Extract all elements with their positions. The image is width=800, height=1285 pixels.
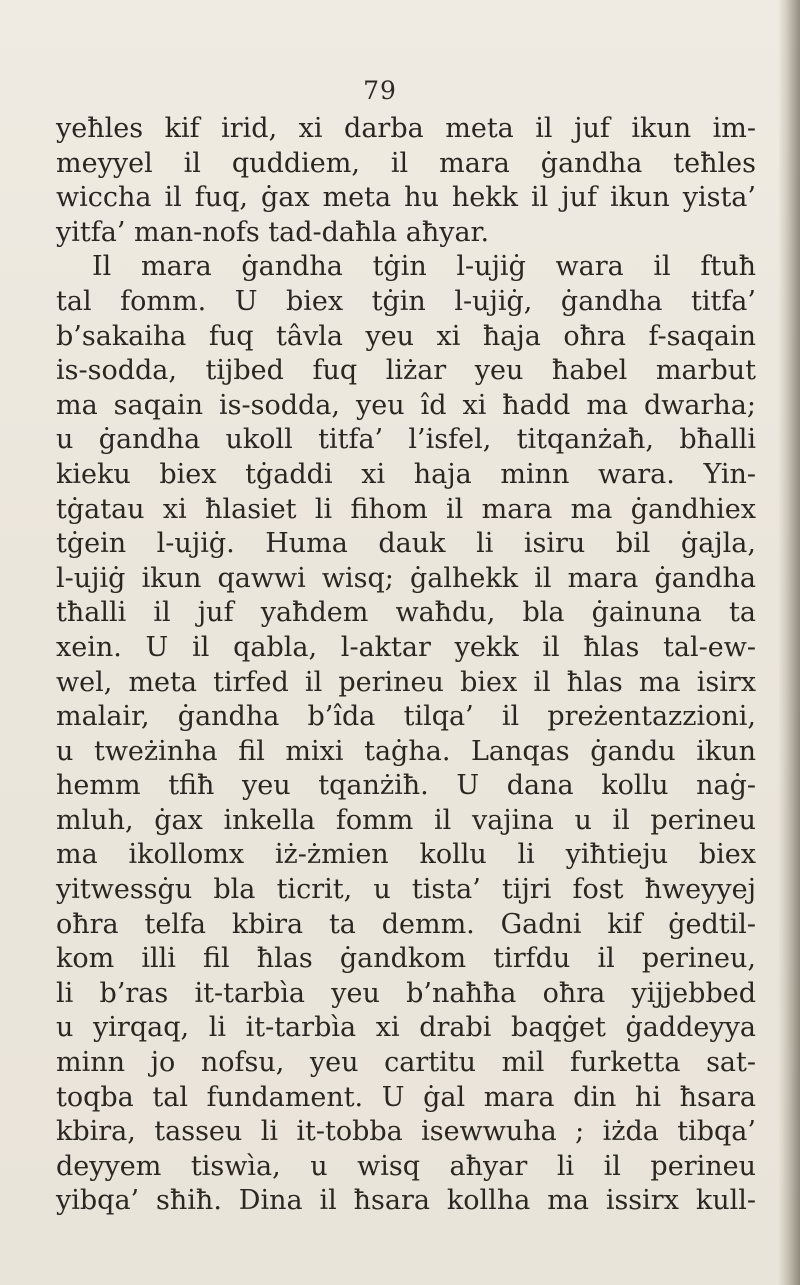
text-line: wel, meta tirfed il perineu biex il ħlas ma isirx <box>56 666 756 698</box>
text-line: tħalli il juf yaħdem waħdu, bla ġainuna ta <box>56 597 756 629</box>
text-line: u tweżinha fil mixi taġha. Lanqas ġandu ikun <box>56 735 756 767</box>
text-line: deyyem tiswìa, u wisq aħyar li il perineu <box>56 1150 756 1182</box>
text-line: ma saqain is-sodda, yeu îd xi ħadd ma dwarha; <box>56 389 756 421</box>
page-number: 79 <box>363 76 397 105</box>
text-line: malair, ġandha b’îda tilqa’ il preżentazzioni, <box>56 701 756 733</box>
text-line: b’sakaiha fuq tâvla yeu xi ħaja oħra f-saqain <box>56 320 756 352</box>
text-line: li b’ras it-tarbìa yeu b’naħħa oħra yijjebbed <box>56 977 756 1009</box>
text-line: u yirqaq, li it-tarbìa xi drabi baqġet ġaddeyya <box>56 1012 756 1044</box>
text-line: tal fomm. U biex tġin l-ujiġ, ġandha titfa’ <box>56 285 756 317</box>
text-line: meyyel il quddiem, il mara ġandha teħles <box>56 147 756 179</box>
text-line: kbira, tasseu li it-tobba isewwuha ; iżda tibqa’ <box>56 1116 756 1148</box>
text-line: mluh, ġax inkella fomm il vajina u il perineu <box>56 804 756 836</box>
text-line: yeħles kif irid, xi darba meta il juf ikun im- <box>56 113 756 144</box>
page-spine-shadow <box>778 0 800 1285</box>
text-line: kieku biex tġaddi xi haja minn wara. Yin- <box>56 458 756 490</box>
text-line: ma ikollomx iż-żmien kollu li yiħtieju biex <box>56 839 756 871</box>
text-line: yitwessġu bla ticrit, u tista’ tijri fost ħweyyej <box>56 874 756 906</box>
text-line: xein. U il qabla, l-aktar yekk il ħlas tal-ew- <box>56 631 756 663</box>
text-line: oħra telfa kbira ta demm. Gadni kif ġedtil- <box>56 908 756 940</box>
text-line: toqba tal fundament. U ġal mara din hi ħsara <box>56 1081 756 1113</box>
text-line: wiccha il fuq, ġax meta hu hekk il juf ikun yista’ <box>56 182 756 214</box>
text-line: l-ujiġ ikun qawwi wisq; ġalhekk il mara ġandha <box>56 562 756 594</box>
body-text <box>56 112 756 1219</box>
text-line: Il mara ġandha tġin l-ujiġ wara il ftuħ <box>92 251 756 283</box>
text-line: tġein l-ujiġ. Huma dauk li isiru bil ġajla, <box>56 528 756 560</box>
text-line: hemm tfiħ yeu tqanżiħ. U dana kollu naġ- <box>56 770 756 802</box>
text-line: is-sodda, tijbed fuq liżar yeu ħabel marbut <box>56 355 756 387</box>
text-line: minn jo nofsu, yeu cartitu mil furketta sat- <box>56 1047 756 1079</box>
text-line: u ġandha ukoll titfa’ l’isfel, titqanżaħ, bħalli <box>56 424 756 456</box>
text-line: kom illi fil ħlas ġandkom tirfdu il perineu, <box>56 943 756 975</box>
text-line: yibqa’ sħiħ. Dina il ħsara kollha ma issirx kull- <box>56 1185 756 1217</box>
text-line: yitfa’ man-nofs tad-daħla aħyar. <box>56 216 490 248</box>
text-line: tġatau xi ħlasiet li fihom il mara ma ġandhiex <box>56 493 756 525</box>
